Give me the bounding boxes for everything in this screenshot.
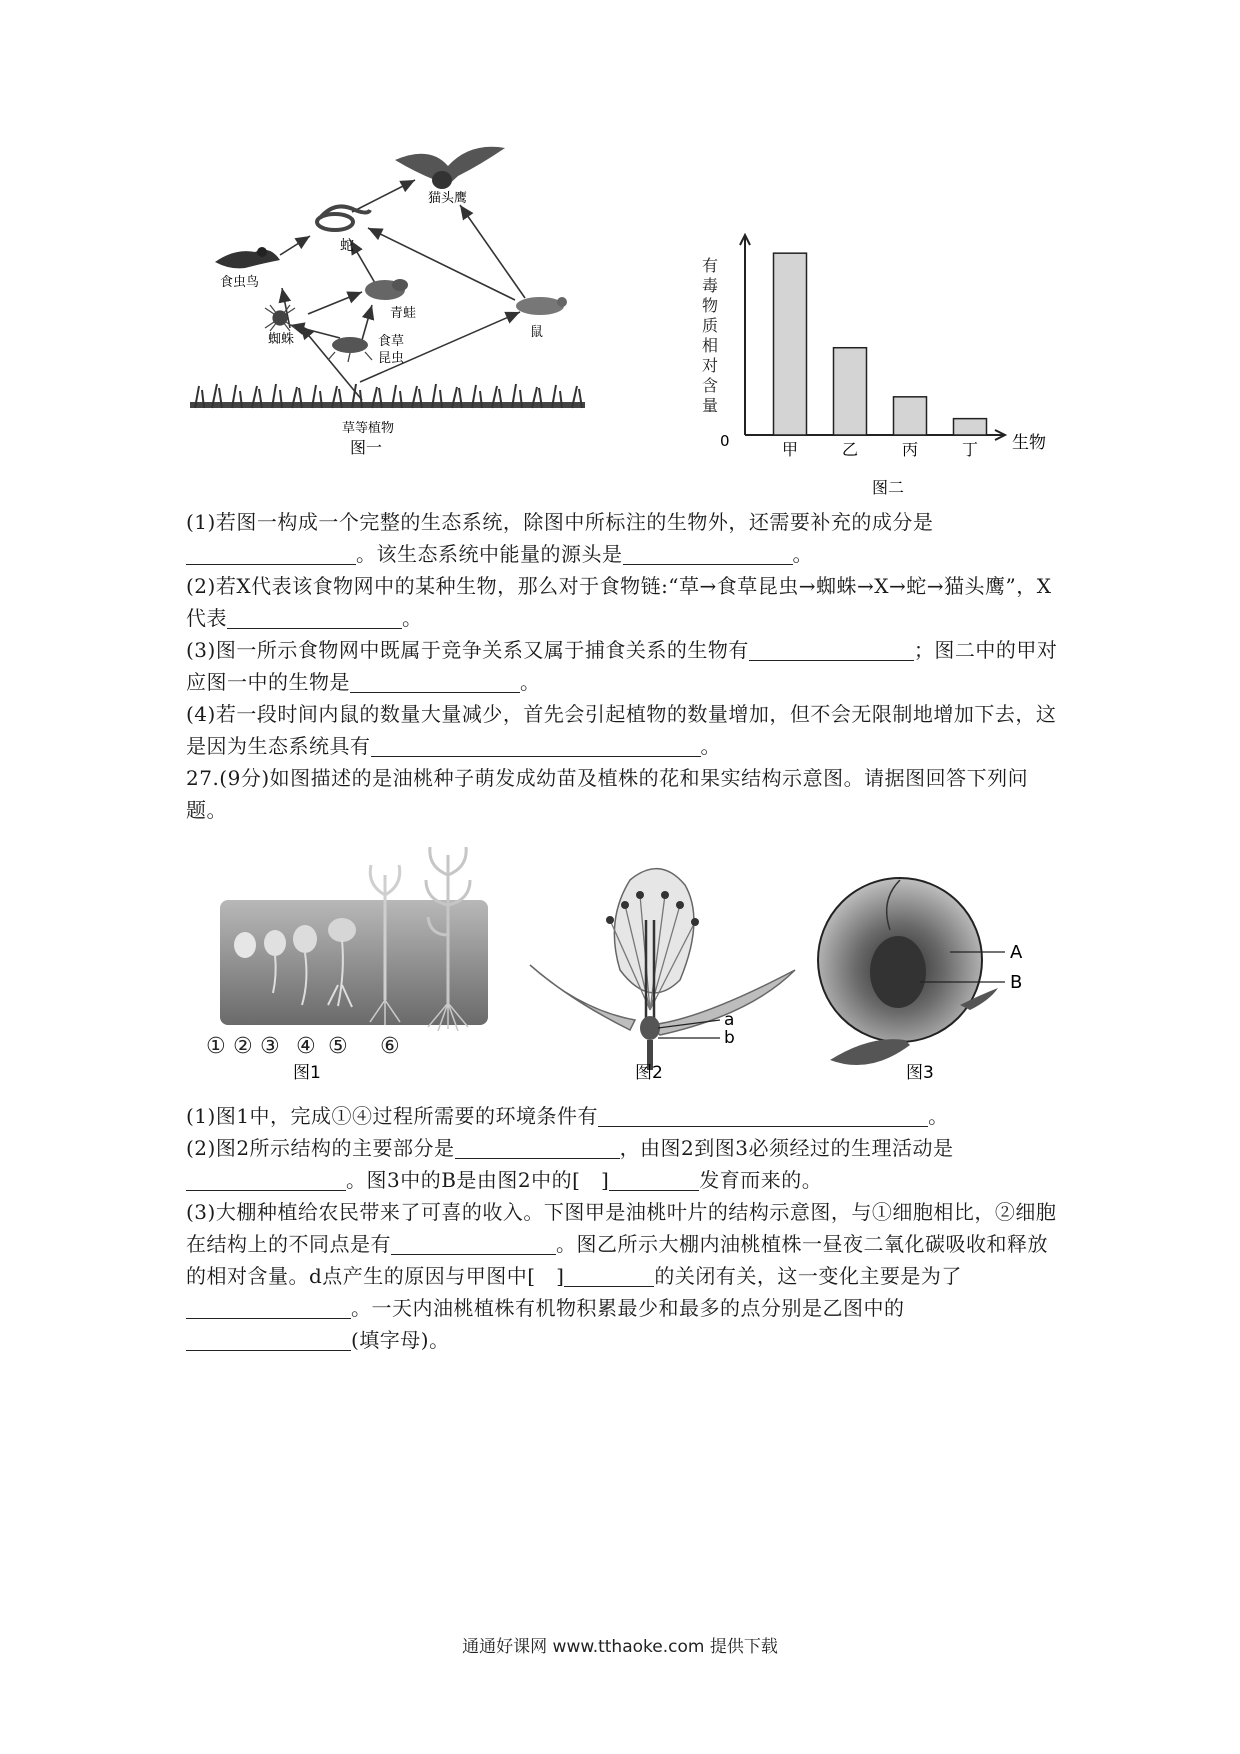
q26-2-text-b: 。 [402,606,423,630]
q26-3-text-c: 。 [520,670,541,694]
spider-label: 蜘蛛 [268,332,295,347]
q27-3-text-d: 。一天内油桃植株有机物积累最少和最多的点分别是乙图中的 [351,1296,905,1320]
ovary [640,1016,660,1040]
arrow-spider-frog [308,292,362,314]
q26-4-text-b: 。 [700,734,721,758]
question-27-3 [186,1196,1060,1356]
q27-3-text-a: (3)大棚种植给农民带来了可喜的收入。下图甲是油桃叶片的结构示意图，与①细胞相比，②细胞在结构上的不同点是有 [186,1200,1057,1256]
stage-1-label: ① [206,1034,226,1059]
q27-3-blank-4[interactable] [186,1328,351,1351]
q26-2-blank[interactable] [227,606,402,629]
chart-tick-labels [782,440,978,459]
frog-icon [365,279,408,300]
q27-2-text-c: 。图3中的B是由图2中的[ ] [346,1168,610,1192]
arrow-bird-snake [280,236,310,255]
grass-label: 草等植物 [342,421,395,436]
q27-1-blank[interactable] [598,1104,928,1127]
q27-3-blank-2[interactable] [564,1264,654,1287]
q27-3-blank-3[interactable] [186,1296,351,1319]
stage-5-label: ⑤ [328,1034,348,1059]
question-27-intro: 27.(9分)如图描述的是油桃种子萌发成幼苗及植株的花和果实结构示意图。请据图回答下列问题。 [186,766,1029,822]
mouse-icon [516,297,567,315]
figure-1-germination [206,835,500,1085]
grass-icon [190,384,585,408]
flower-label-a: a [724,1010,735,1030]
figure-one-food-web [190,140,660,490]
chart-tick-label-1: 甲 [781,440,799,459]
q27-1-text-a: (1)图1中，完成①④过程所需要的环境条件有 [186,1104,599,1128]
chart-xlabel: 生物 [1012,433,1046,453]
arrow-mouse-owl [460,205,525,298]
chart-bar-3 [894,397,927,435]
question-26-4 [186,698,1060,762]
q27-2-text-d: 发育而来的。 [699,1168,823,1192]
stage-6-label: ⑥ [380,1034,400,1059]
q27-3-text-c: 的关闭有关，这一变化主要是为了 [654,1264,962,1288]
seed-stage-4 [328,918,356,942]
q27-3-text-e: (填字母)。 [351,1328,450,1352]
q26-3-text-b: ；图二中的甲对应图一中的生物是 [186,638,1058,694]
figure-2-flower [510,860,820,1085]
chart-tick-label-3: 丙 [901,440,919,459]
question-26-3 [186,634,1060,698]
chart-bar-2 [834,348,867,435]
chart-origin-label: 0 [720,432,730,450]
q27-2-blank-3[interactable] [609,1168,699,1191]
q26-1-text-b: 。该生态系统中能量的源头是 [356,542,623,566]
q27-2-blank-2[interactable] [186,1168,346,1191]
insect-icon [328,337,372,362]
flower-label-b: b [724,1028,735,1048]
figure-1-caption: 图1 [293,1063,321,1083]
question-26-2 [186,570,1060,634]
chart-tick-label-4: 丁 [961,440,979,459]
q26-1-blank-2[interactable] [623,542,793,565]
insect-label-line1: 食草 [378,334,405,349]
arrow-snake-owl [352,180,415,212]
q26-1-blank-1[interactable] [186,542,356,565]
fruit-label-B: B [1010,972,1023,993]
stage-3-label: ③ [260,1034,280,1059]
q27-1-text-b: 。 [928,1104,949,1128]
q26-1-text-a: (1)若图一构成一个完整的生态系统，除图中所标注的生物外，还需要补充的成分是 [186,510,934,534]
fruit-label-A: A [1010,942,1023,963]
owl-label: 猫头鹰 [428,191,468,206]
q26-3-blank-2[interactable] [350,670,520,693]
q27-2-text-a: (2)图2所示结构的主要部分是 [186,1136,455,1160]
q26-4-text-a: (4)若一段时间内鼠的数量大量减少，首先会引起植物的数量增加，但不会无限制地增加下去，这是因为生态系统具有 [186,702,1057,758]
q27-2-blank-1[interactable] [455,1136,620,1159]
figure-2-caption: 图2 [635,1063,663,1083]
mouse-label: 鼠 [530,325,544,340]
insect-label [378,334,416,366]
bird-icon [215,247,280,268]
stage-numbers [206,1034,400,1059]
seed-stage-2 [264,930,286,956]
q26-1-text-c: 。 [792,542,813,566]
chart-bar-4 [954,419,987,435]
frog-label: 青蛙 [390,306,417,321]
figure-3-caption: 图3 [906,1063,934,1083]
stage-2-label: ② [233,1034,253,1059]
chart-bar-1 [774,253,807,435]
question-27-2 [186,1132,1060,1196]
q27-2-text-b: ，由图2到图3必须经过的生理活动是 [619,1136,954,1160]
question-27-1 [186,1100,1060,1132]
seed-stage-3 [293,925,317,953]
snake-label: 蛇 [340,238,354,254]
page-footer: 通通好课网 www.tthaoke.com 提供下载 [462,1637,778,1657]
q26-3-blank-1[interactable] [749,638,914,661]
fruit-seed [870,936,926,1008]
insect-label-line2: 昆虫 [378,351,405,366]
q27-3-blank-1[interactable] [391,1232,556,1255]
fruit-leaf-left [830,1039,910,1065]
figure-two-chart [715,230,1060,500]
figure-3-fruit [810,860,1040,1085]
figure-two-ylabel: 有毒物质相对含量 [701,256,718,415]
q27-3-text-b: 。图乙所示大棚内油桃植株一昼夜二氧化碳吸收和释放的相对含量。d点产生的原因与甲图中[ ] [186,1232,1048,1288]
question-27-block [186,1100,1060,1356]
q26-3-text-a: (3)图一所示食物网中既属于竞争关系又属于捕食关系的生物有 [186,638,749,662]
chart-bars [774,253,987,435]
figure-one-caption: 图一 [350,438,383,457]
stage-4-label: ④ [296,1034,316,1059]
snake-icon [317,206,370,230]
bird-label: 食虫鸟 [220,275,260,290]
q26-4-blank[interactable] [371,734,701,757]
question-26-1 [186,506,1060,570]
arrow-insect-frog [362,305,372,340]
seed-stage-1 [234,932,256,958]
figure-two-caption: 图二 [872,478,905,497]
chart-tick-label-2: 乙 [841,440,859,459]
q26-2-text-a: (2)若X代表该食物网中的某种生物，那么对于食物链:“草→食草昆虫→蜘蛛→X→蛇→猫头鹰”，X代表 [186,574,1052,630]
petal-left [530,965,635,1030]
question-26-block [186,506,1060,826]
